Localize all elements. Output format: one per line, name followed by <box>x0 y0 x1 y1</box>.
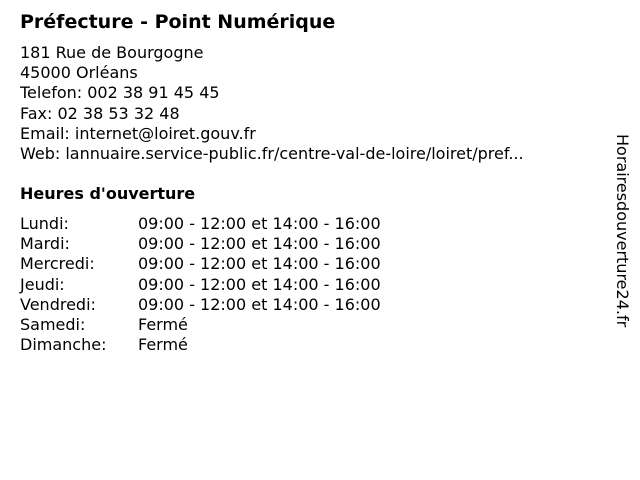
contact-info <box>20 43 524 164</box>
day-label: Samedi: <box>20 314 86 334</box>
day-label: Jeudi: <box>20 274 65 294</box>
day-hours: 09:00 - 12:00 et 14:00 - 16:00 <box>138 234 381 254</box>
fax-number: Fax: 02 38 53 32 48 <box>20 103 180 123</box>
address-street: 181 Rue de Bourgogne <box>20 43 204 62</box>
phone-number: Telefon: 002 38 91 45 45 <box>20 83 220 103</box>
day-hours: 09:00 - 12:00 et 14:00 - 16:00 <box>138 254 381 274</box>
site-watermark: Horairesdouverture24.fr <box>613 134 632 328</box>
website-url: Web: lannuaire.service-public.fr/centre-val-de-loire/loiret/pref... <box>20 144 524 164</box>
opening-hours-heading: Heures d'ouverture <box>20 184 196 203</box>
page-title: Préfecture - Point Numérique <box>20 11 336 33</box>
day-hours: Fermé <box>138 314 188 334</box>
day-hours: 09:00 - 12:00 et 14:00 - 16:00 <box>138 274 381 294</box>
day-hours: Fermé <box>138 335 188 355</box>
day-hours: 09:00 - 12:00 et 14:00 - 16:00 <box>138 214 381 233</box>
day-label: Lundi: <box>20 214 69 233</box>
day-label: Mardi: <box>20 234 70 254</box>
address-city: 45000 Orléans <box>20 63 138 83</box>
day-label: Vendredi: <box>20 294 96 314</box>
day-label: Mercredi: <box>20 254 95 274</box>
day-hours: 09:00 - 12:00 et 14:00 - 16:00 <box>138 294 381 314</box>
day-label: Dimanche: <box>20 335 107 355</box>
email-address: Email: internet@loiret.gouv.fr <box>20 123 256 143</box>
